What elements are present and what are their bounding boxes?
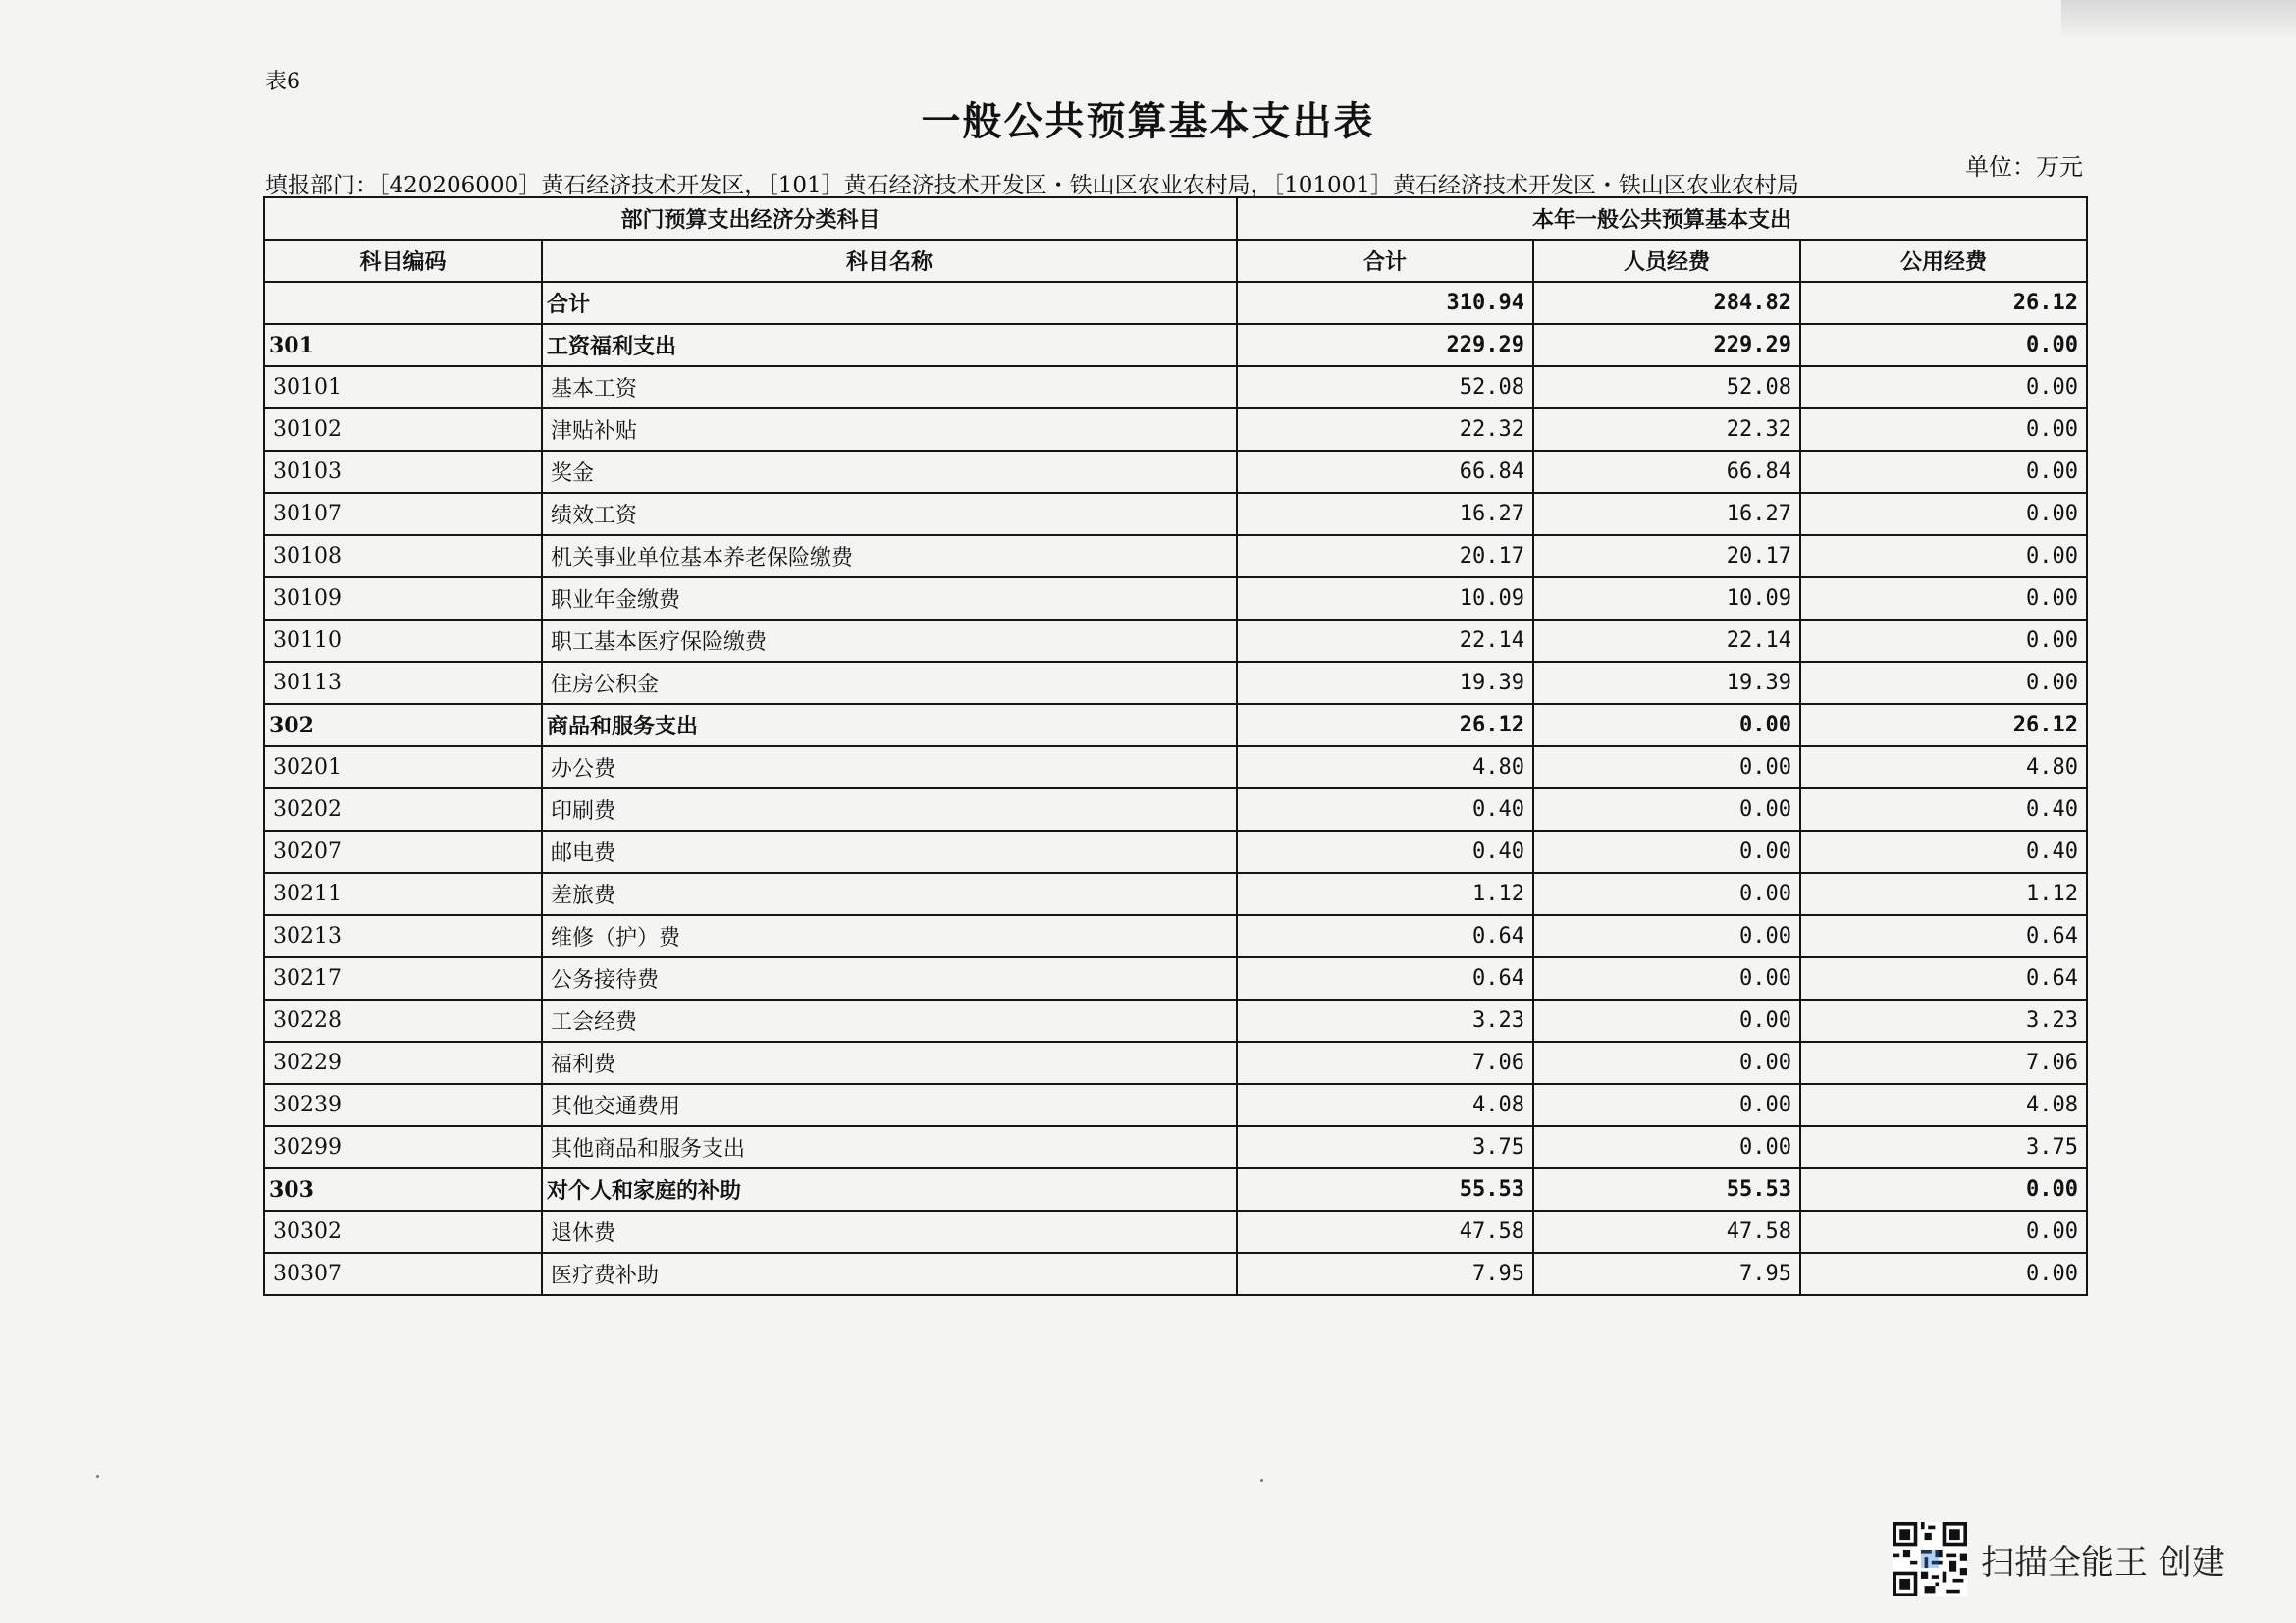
- row-name: 办公费: [542, 746, 1237, 788]
- row-personnel: 55.53: [1533, 1168, 1800, 1211]
- scan-speck: [96, 1475, 99, 1478]
- row-personnel: 0.00: [1533, 788, 1800, 831]
- row-total: 4.80: [1237, 746, 1533, 788]
- watermark-text: 扫描全能王 创建: [1981, 1542, 2225, 1583]
- row-code: 30108: [264, 535, 542, 577]
- row-total: 0.40: [1237, 788, 1533, 831]
- table-number: 表6: [265, 70, 300, 94]
- row-public: 0.64: [1800, 915, 2087, 957]
- row-total: 26.12: [1237, 704, 1533, 746]
- row-personnel: 229.29: [1533, 324, 1800, 366]
- row-code: 30307: [264, 1253, 542, 1295]
- table-row: [264, 577, 2087, 620]
- total-total: 310.94: [1237, 282, 1533, 324]
- page-title: 一般公共预算基本支出表: [921, 98, 1375, 144]
- total-row: [264, 282, 2087, 324]
- row-total: 47.58: [1237, 1211, 1533, 1253]
- group-header-right: 本年一般公共预算基本支出: [1237, 197, 2087, 240]
- scan-shadow: [2061, 0, 2296, 39]
- row-public: 0.40: [1800, 788, 2087, 831]
- table-row: [264, 620, 2087, 662]
- row-code: 30107: [264, 493, 542, 535]
- table-row: [264, 873, 2087, 915]
- row-total: 66.84: [1237, 451, 1533, 493]
- row-name: 邮电费: [542, 831, 1237, 873]
- row-total: 22.14: [1237, 620, 1533, 662]
- row-public: 0.64: [1800, 957, 2087, 1000]
- row-name: 商品和服务支出: [542, 704, 1237, 746]
- table-row: [264, 451, 2087, 493]
- row-total: 1.12: [1237, 873, 1533, 915]
- row-name: 职工基本医疗保险缴费: [542, 620, 1237, 662]
- table-row: [264, 957, 2087, 1000]
- row-personnel: 0.00: [1533, 915, 1800, 957]
- row-public: 0.00: [1800, 324, 2087, 366]
- table-row: [264, 535, 2087, 577]
- row-name: 职业年金缴费: [542, 577, 1237, 620]
- row-public: 4.80: [1800, 746, 2087, 788]
- total-name: 合计: [542, 282, 1237, 324]
- row-personnel: 0.00: [1533, 746, 1800, 788]
- row-name: 住房公积金: [542, 662, 1237, 704]
- table-row: [264, 1253, 2087, 1295]
- budget-table: [263, 196, 2088, 1296]
- row-public: 0.00: [1800, 535, 2087, 577]
- row-code: 30202: [264, 788, 542, 831]
- row-public: 7.06: [1800, 1042, 2087, 1084]
- col-header-name: 科目名称: [542, 240, 1237, 282]
- row-code: 30103: [264, 451, 542, 493]
- row-public: 0.00: [1800, 451, 2087, 493]
- row-name: 差旅费: [542, 873, 1237, 915]
- col-header-public: 公用经费: [1800, 240, 2087, 282]
- row-name: 机关事业单位基本养老保险缴费: [542, 535, 1237, 577]
- row-name: 基本工资: [542, 366, 1237, 408]
- row-public: 0.00: [1800, 408, 2087, 451]
- col-header-total: 合计: [1237, 240, 1533, 282]
- row-code: 30110: [264, 620, 542, 662]
- row-code: 30239: [264, 1084, 542, 1126]
- table-row: [264, 1000, 2087, 1042]
- category-row: [264, 1168, 2087, 1211]
- row-total: 7.95: [1237, 1253, 1533, 1295]
- row-total: 7.06: [1237, 1042, 1533, 1084]
- row-public: 0.00: [1800, 577, 2087, 620]
- table-row: [264, 662, 2087, 704]
- row-personnel: 7.95: [1533, 1253, 1800, 1295]
- row-code: 30113: [264, 662, 542, 704]
- row-name: 医疗费补助: [542, 1253, 1237, 1295]
- row-total: 52.08: [1237, 366, 1533, 408]
- row-name: 印刷费: [542, 788, 1237, 831]
- row-code: 30299: [264, 1126, 542, 1168]
- row-personnel: 19.39: [1533, 662, 1800, 704]
- table-row: [264, 366, 2087, 408]
- row-personnel: 66.84: [1533, 451, 1800, 493]
- table-row: [264, 1126, 2087, 1168]
- row-name: 奖金: [542, 451, 1237, 493]
- row-public: 0.40: [1800, 831, 2087, 873]
- group-header-left: 部门预算支出经济分类科目: [264, 197, 1237, 240]
- row-total: 0.40: [1237, 831, 1533, 873]
- row-personnel: 0.00: [1533, 1126, 1800, 1168]
- row-name: 福利费: [542, 1042, 1237, 1084]
- row-public: 3.75: [1800, 1126, 2087, 1168]
- table-row: [264, 788, 2087, 831]
- row-name: 绩效工资: [542, 493, 1237, 535]
- row-personnel: 47.58: [1533, 1211, 1800, 1253]
- total-code: [264, 282, 542, 324]
- table-row: [264, 915, 2087, 957]
- row-total: 0.64: [1237, 957, 1533, 1000]
- row-total: 10.09: [1237, 577, 1533, 620]
- row-total: 3.75: [1237, 1126, 1533, 1168]
- category-row: [264, 324, 2087, 366]
- row-code: 301: [264, 324, 542, 366]
- table-column-header: [264, 240, 2087, 282]
- row-code: 30213: [264, 915, 542, 957]
- row-personnel: 20.17: [1533, 535, 1800, 577]
- row-name: 公务接待费: [542, 957, 1237, 1000]
- table-row: [264, 831, 2087, 873]
- col-header-code: 科目编码: [264, 240, 542, 282]
- row-code: 30217: [264, 957, 542, 1000]
- row-personnel: 0.00: [1533, 873, 1800, 915]
- row-public: 0.00: [1800, 493, 2087, 535]
- row-code: 302: [264, 704, 542, 746]
- row-personnel: 16.27: [1533, 493, 1800, 535]
- row-public: 0.00: [1800, 662, 2087, 704]
- row-public: 26.12: [1800, 704, 2087, 746]
- table-row: [264, 493, 2087, 535]
- row-name: 对个人和家庭的补助: [542, 1168, 1237, 1211]
- row-total: 4.08: [1237, 1084, 1533, 1126]
- row-total: 19.39: [1237, 662, 1533, 704]
- total-public: 26.12: [1800, 282, 2087, 324]
- row-total: 229.29: [1237, 324, 1533, 366]
- row-total: 3.23: [1237, 1000, 1533, 1042]
- qr-code-icon: [1893, 1522, 1967, 1596]
- row-personnel: 22.32: [1533, 408, 1800, 451]
- row-public: 0.00: [1800, 620, 2087, 662]
- row-name: 其他交通费用: [542, 1084, 1237, 1126]
- row-public: 0.00: [1800, 1211, 2087, 1253]
- table-row: [264, 1042, 2087, 1084]
- table-row: [264, 1211, 2087, 1253]
- row-name: 工资福利支出: [542, 324, 1237, 366]
- row-code: 30109: [264, 577, 542, 620]
- row-code: 30302: [264, 1211, 542, 1253]
- row-public: 4.08: [1800, 1084, 2087, 1126]
- unit-label: 单位：万元: [1965, 153, 2083, 181]
- row-total: 16.27: [1237, 493, 1533, 535]
- col-header-personnel: 人员经费: [1533, 240, 1800, 282]
- row-total: 20.17: [1237, 535, 1533, 577]
- row-name: 工会经费: [542, 1000, 1237, 1042]
- table-group-header: [264, 197, 2087, 240]
- row-personnel: 0.00: [1533, 1042, 1800, 1084]
- scanner-watermark: [1893, 1522, 2225, 1596]
- table-row: [264, 1084, 2087, 1126]
- row-personnel: 0.00: [1533, 1084, 1800, 1126]
- row-public: 1.12: [1800, 873, 2087, 915]
- row-personnel: 10.09: [1533, 577, 1800, 620]
- row-public: 0.00: [1800, 1168, 2087, 1211]
- row-public: 3.23: [1800, 1000, 2087, 1042]
- row-code: 30101: [264, 366, 542, 408]
- row-personnel: 0.00: [1533, 704, 1800, 746]
- row-personnel: 0.00: [1533, 831, 1800, 873]
- row-name: 退休费: [542, 1211, 1237, 1253]
- row-public: 0.00: [1800, 1253, 2087, 1295]
- table-row: [264, 746, 2087, 788]
- category-row: [264, 704, 2087, 746]
- row-personnel: 52.08: [1533, 366, 1800, 408]
- row-name: 津贴补贴: [542, 408, 1237, 451]
- row-public: 0.00: [1800, 366, 2087, 408]
- row-name: 维修（护）费: [542, 915, 1237, 957]
- row-total: 22.32: [1237, 408, 1533, 451]
- scan-speck: [1260, 1479, 1263, 1482]
- row-code: 30211: [264, 873, 542, 915]
- row-code: 30201: [264, 746, 542, 788]
- row-code: 30228: [264, 1000, 542, 1042]
- row-code: 30102: [264, 408, 542, 451]
- row-personnel: 0.00: [1533, 1000, 1800, 1042]
- total-personnel: 284.82: [1533, 282, 1800, 324]
- row-total: 55.53: [1237, 1168, 1533, 1211]
- row-code: 30207: [264, 831, 542, 873]
- row-name: 其他商品和服务支出: [542, 1126, 1237, 1168]
- row-code: 30229: [264, 1042, 542, 1084]
- table-row: [264, 408, 2087, 451]
- department-info: 填报部门：［420206000］黄石经济技术开发区，［101］黄石经济技术开发区・铁山区农业农村局，［101001］黄石经济技术开发区・铁山区农业农村局: [265, 173, 1799, 198]
- row-code: 303: [264, 1168, 542, 1211]
- row-personnel: 22.14: [1533, 620, 1800, 662]
- row-total: 0.64: [1237, 915, 1533, 957]
- row-personnel: 0.00: [1533, 957, 1800, 1000]
